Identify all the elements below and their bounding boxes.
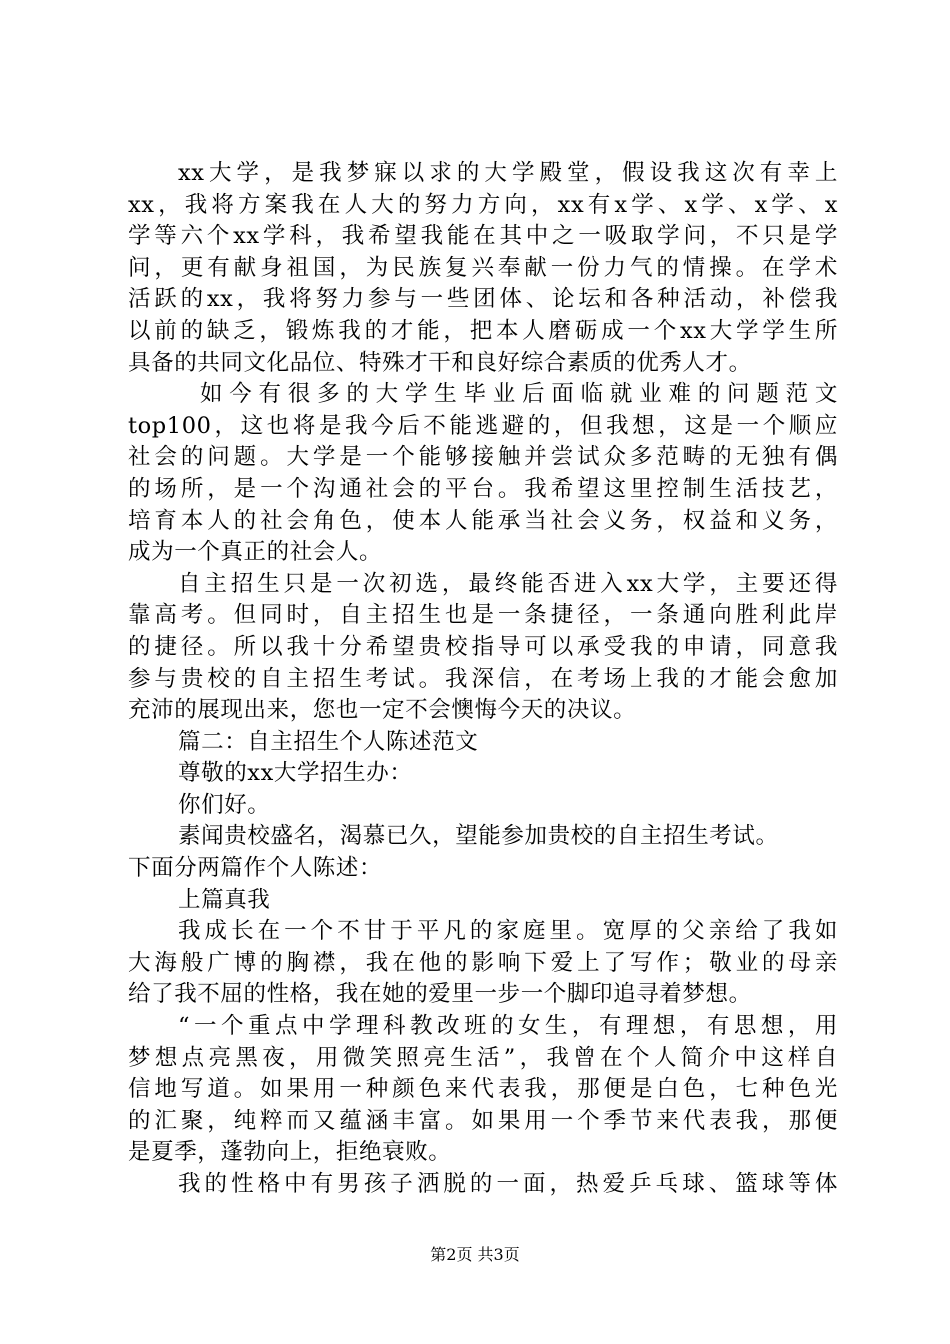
- salutation: 尊敬的xx大学招生办：: [178, 760, 413, 787]
- paragraph-line: 社会的问题。大学是一个能够接触并尝试众多范畴的无独有偶: [128, 444, 838, 471]
- paragraph-line: 培育本人的社会角色，使本人能承当社会义务，权益和义务，: [128, 507, 838, 534]
- greeting: 你们好。: [178, 791, 271, 818]
- paragraph-line: 素闻贵校盛名，渴慕已久，望能参加贵校的自主招生考试。: [178, 823, 779, 850]
- paragraph-line: 靠高考。但同时，自主招生也是一条捷径，一条通向胜利此岸: [128, 602, 838, 629]
- paragraph-line: 的汇聚，纯粹而又蕴涵丰富。如果用一个季节来代表我，那便: [128, 1107, 838, 1134]
- paragraph-line: 以前的缺乏，锻炼我的才能，把本人磨砺成一个xx大学学生所: [128, 317, 838, 344]
- paragraph-line: 活跃的xx，我将努力参与一些团体、论坛和各种活动，补偿我: [128, 286, 838, 313]
- paragraph-line: 学等六个xx学科，我希望我能在其中之一吸取学问，不只是学: [128, 223, 838, 250]
- paragraph-line: 我的性格中有男孩子洒脱的一面，热爱乒乓球、篮球等体: [178, 1171, 838, 1197]
- paragraph-line: xx大学，是我梦寐以求的大学殿堂，假设我这次有幸上: [178, 160, 838, 186]
- paragraph-line: 问，更有献身祖国，为民族复兴奉献一份力气的情操。在学术: [128, 254, 838, 281]
- paragraph-line: 成为一个真正的社会人。: [128, 539, 383, 566]
- paragraph-line: 充沛的展现出来，您也一定不会懊悔今天的决议。: [128, 697, 637, 724]
- paragraph-line: 我成长在一个不甘于平凡的家庭里。宽厚的父亲给了我如: [178, 918, 838, 945]
- page-footer: 第2页 共3页: [430, 1245, 520, 1264]
- paragraph-line: 自主招生只是一次初选，最终能否进入xx大学，主要还得: [178, 570, 838, 597]
- paragraph-line: 信地写道。如果用一种颜色来代表我，那便是白色，七种色光: [128, 1076, 838, 1103]
- paragraph-line: 下面分两篇作个人陈述：: [128, 855, 383, 882]
- paragraph-line: 给了我不屈的性格，我在她的爱里一步一个脚印追寻着梦想。: [128, 981, 752, 1008]
- subsection-heading: 上篇真我: [178, 886, 271, 913]
- paragraph-line: 是夏季，蓬勃向上，拒绝衰败。: [128, 1139, 452, 1166]
- document-body: [128, 158, 838, 1201]
- paragraph-line: 的捷径。所以我十分希望贵校指导可以承受我的申请，同意我: [128, 633, 838, 660]
- paragraph-line: xx，我将方案我在人大的努力方向，xx有x学、x学、x学、x: [128, 191, 838, 218]
- paragraph-line: “一个重点中学理科教改班的女生，有理想，有思想，用: [178, 1013, 838, 1040]
- paragraph-line: 具备的共同文化品位、特殊才干和良好综合素质的优秀人才。: [128, 349, 752, 376]
- paragraph-line: 参与贵校的自主招生考试。我深信，在考场上我的才能会愈加: [128, 665, 838, 692]
- section-heading: 篇二：自主招生个人陈述范文: [178, 728, 479, 755]
- paragraph-line: 大海般广博的胸襟，我在他的影响下爱上了写作；敬业的母亲: [128, 949, 838, 976]
- paragraph-line: 梦想点亮黑夜，用微笑照亮生活”，我曾在个人简介中这样自: [128, 1044, 838, 1071]
- paragraph-line: 的场所，是一个沟通社会的平台。我希望这里控制生活技艺，: [128, 475, 838, 502]
- paragraph-line: top100，这也将是我今后不能逃避的，但我想，这是一个顺应: [128, 412, 838, 439]
- paragraph-line: 如今有很多的大学生毕业后面临就业难的问题范文: [200, 381, 838, 408]
